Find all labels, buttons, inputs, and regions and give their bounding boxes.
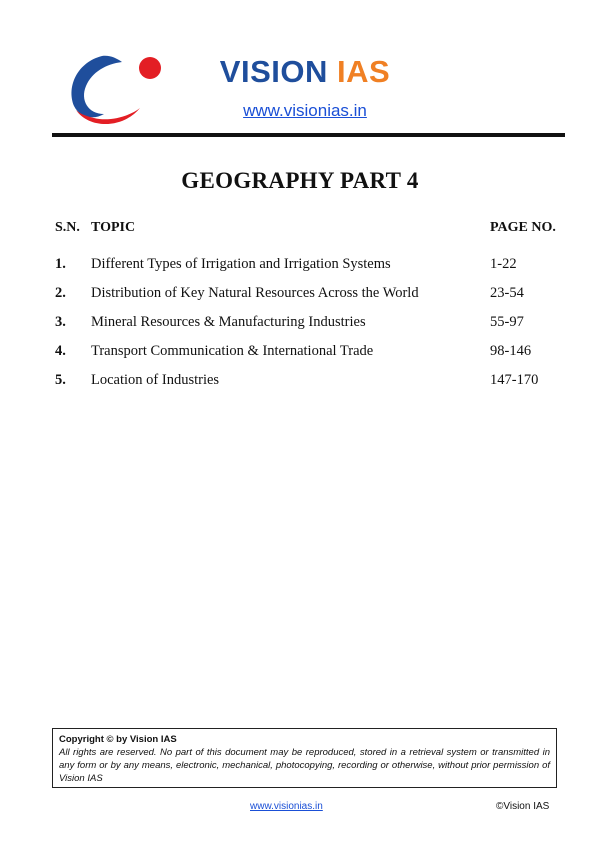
row-page: 23-54 bbox=[490, 285, 524, 301]
row-page: 55-97 bbox=[490, 314, 524, 330]
row-topic: Different Types of Irrigation and Irrigation Systems bbox=[91, 256, 391, 272]
row-page: 98-146 bbox=[490, 343, 532, 359]
row-topic: Distribution of Key Natural Resources Across the World bbox=[91, 285, 419, 301]
copyright-heading: Copyright © by Vision IAS bbox=[59, 734, 177, 745]
toc-row bbox=[55, 285, 560, 314]
row-sn: 4. bbox=[55, 343, 66, 359]
toc-row bbox=[55, 256, 560, 285]
brand-vision: VISION bbox=[219, 54, 328, 89]
row-sn: 3. bbox=[55, 314, 66, 330]
row-sn: 2. bbox=[55, 285, 66, 301]
vision-ias-logo bbox=[60, 48, 164, 128]
footer-copyright: ©Vision IAS bbox=[496, 801, 550, 812]
footer-website-link[interactable]: www.visionias.in bbox=[250, 801, 323, 812]
row-sn: 1. bbox=[55, 256, 66, 272]
header-website-link[interactable]: www.visionias.in bbox=[243, 101, 367, 120]
row-topic: Transport Communication & International Trade bbox=[91, 343, 374, 359]
toc-row bbox=[55, 343, 560, 372]
column-page: PAGE NO. bbox=[490, 220, 556, 235]
brand-ias: IAS bbox=[337, 54, 391, 89]
toc-header-row bbox=[55, 220, 560, 256]
row-page: 147-170 bbox=[490, 372, 539, 388]
header-divider bbox=[52, 133, 565, 137]
row-topic: Mineral Resources & Manufacturing Industries bbox=[91, 314, 366, 330]
row-sn: 5. bbox=[55, 372, 66, 388]
column-sn: S.N. bbox=[55, 220, 80, 235]
column-topic: TOPIC bbox=[91, 220, 136, 235]
copyright-text: All rights are reserved. No part of this document may be reproduced, stored in a retrieval system or transmitted in any form or by any means, electronic, mechanical, photocopying, recording or otherwise, without prior permission of Vision IAS bbox=[59, 747, 550, 784]
copyright-box bbox=[52, 728, 557, 788]
row-page: 1-22 bbox=[490, 256, 517, 272]
toc-row bbox=[55, 314, 560, 343]
table-of-contents bbox=[55, 220, 560, 401]
row-topic: Location of Industries bbox=[91, 372, 220, 388]
brand-name bbox=[190, 54, 420, 90]
document-title: GEOGRAPHY PART 4 bbox=[181, 168, 419, 193]
toc-row bbox=[55, 372, 560, 401]
